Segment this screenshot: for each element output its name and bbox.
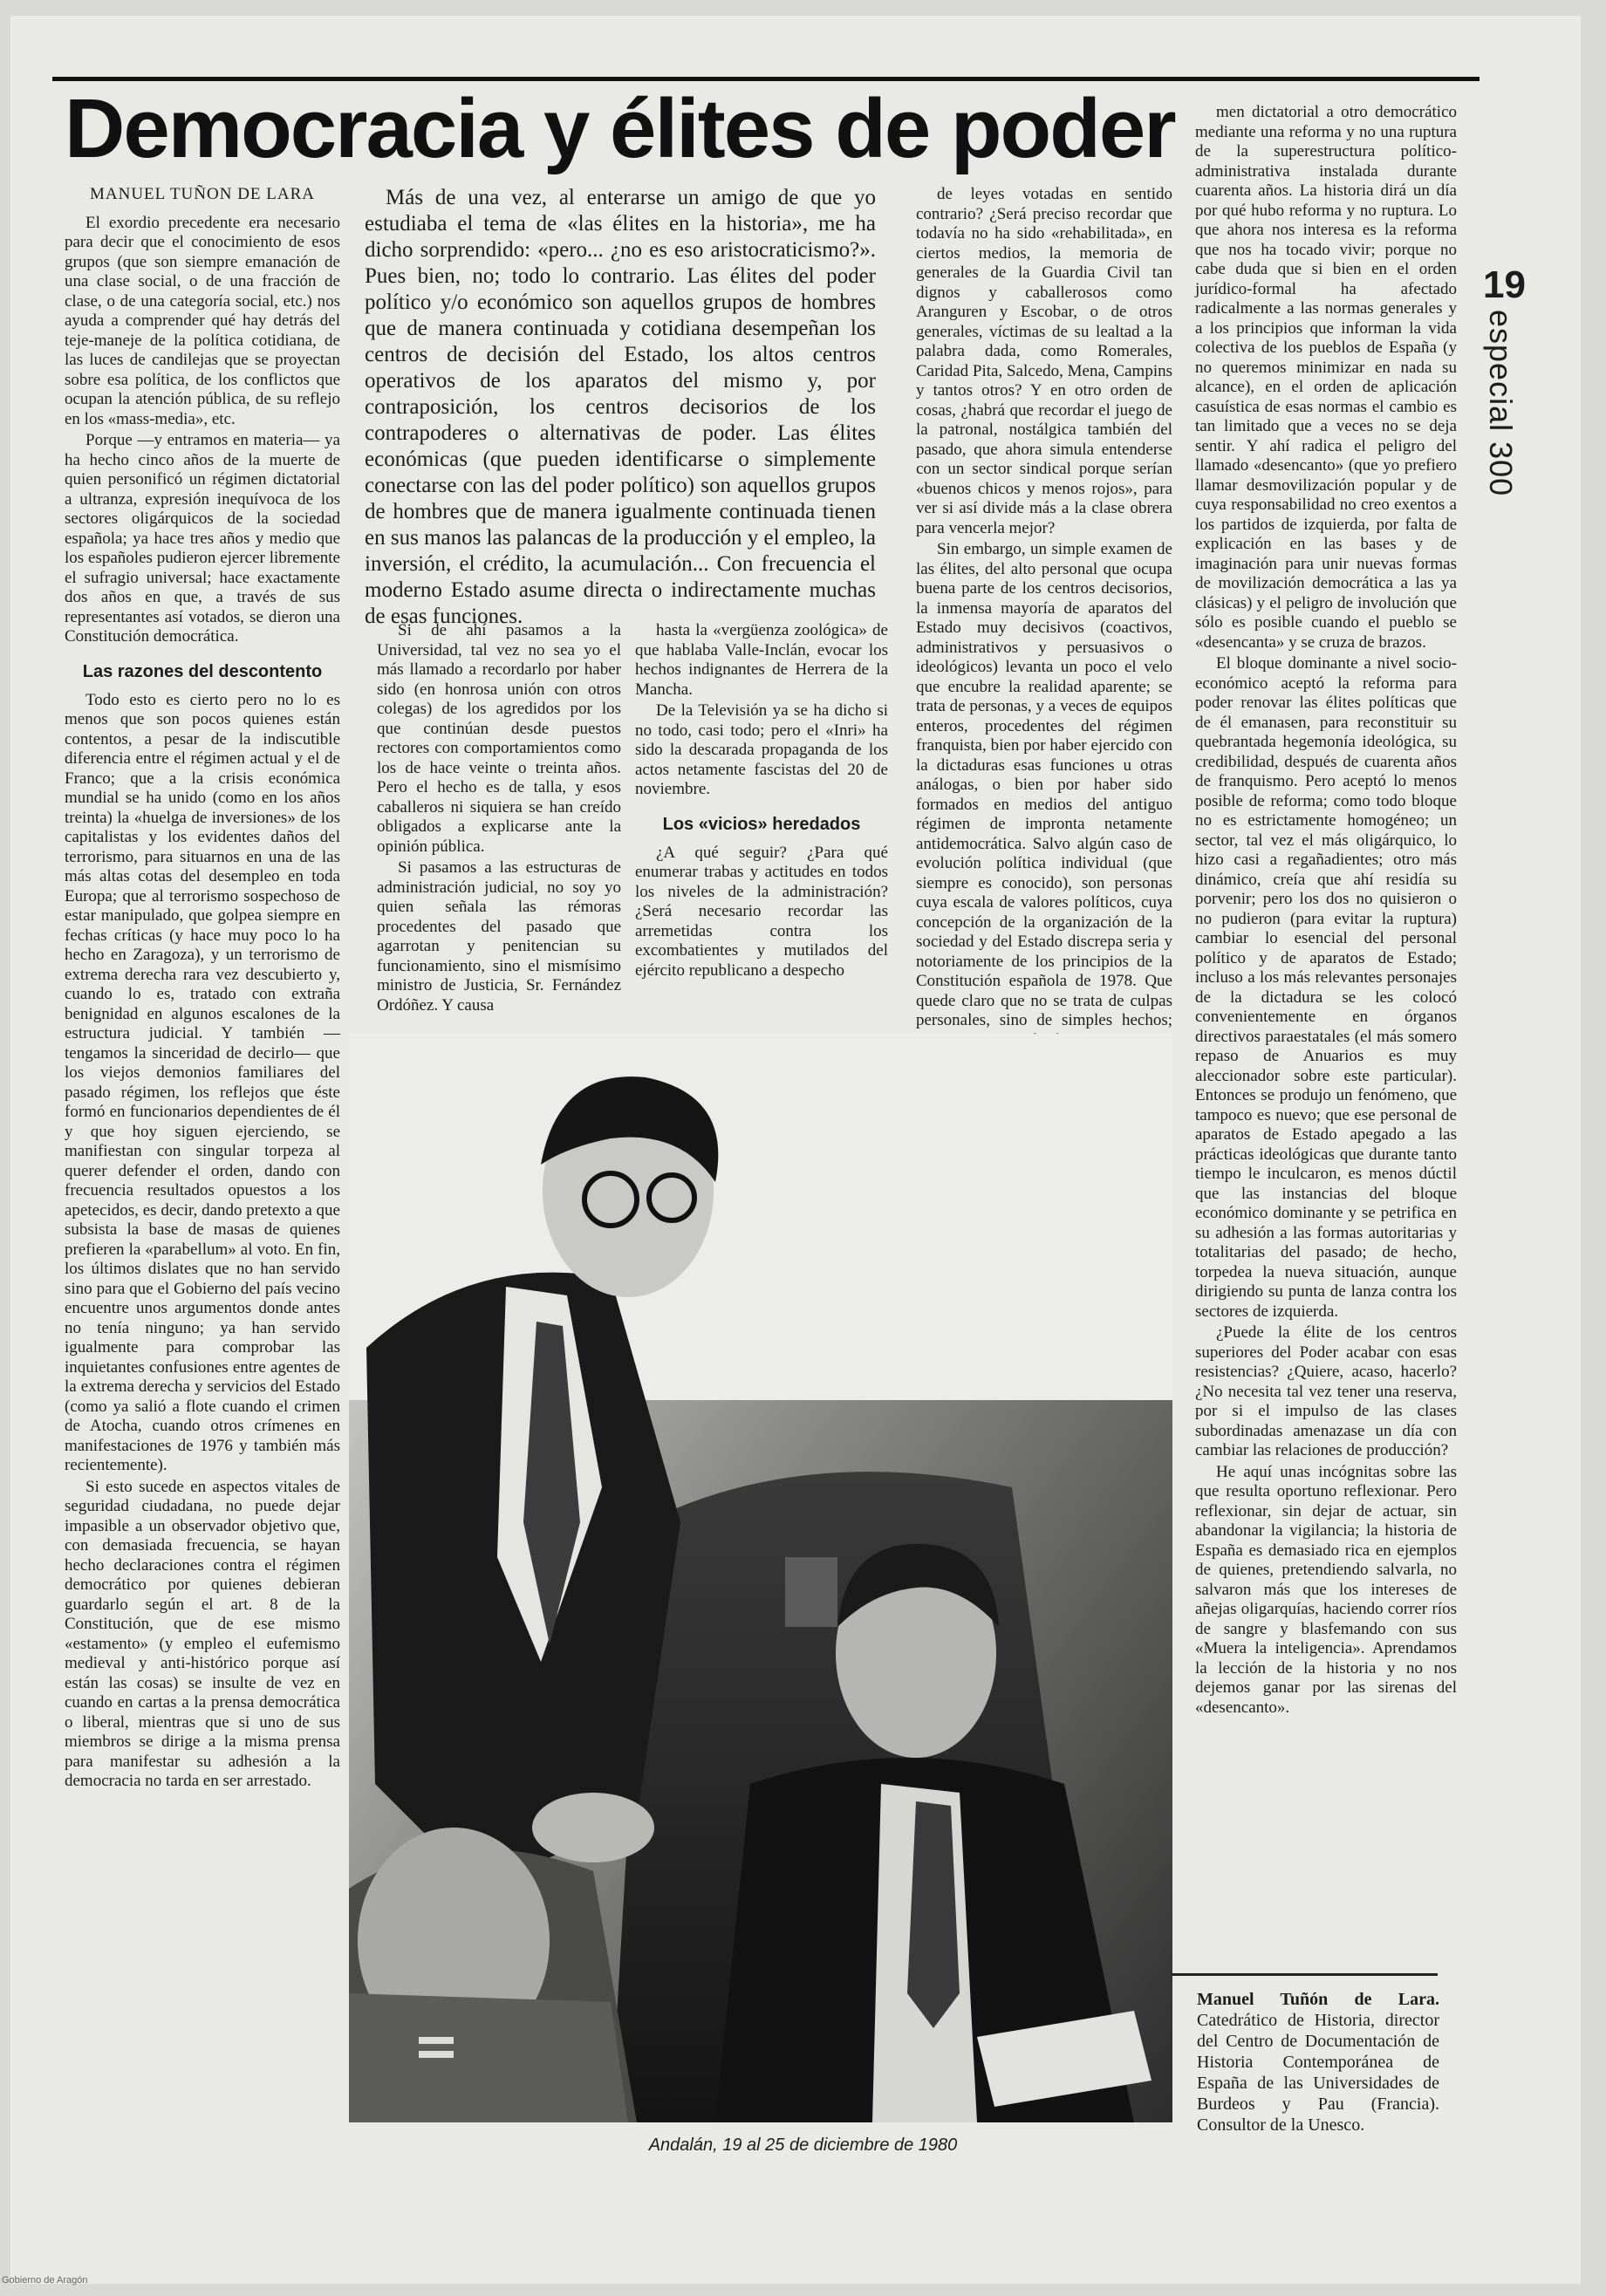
photo-illustration — [349, 1034, 1172, 2122]
paragraph: men dictatorial a otro democrático mediante una reforma y no una ruptura de la superestructura político-administrativa instalada durante cuarenta años. La historia dirá un día por qué hubo reforma y no ruptura. Lo que ahora nos interesa es la reforma que nos ha tocado vivir; porque no cabe duda que si bien en el orden jurídico-formal ha afectado radicalmente a las normas generales y a los principios que informan la vida colectiva de los pueblos de España (y no queremos minimizar en nada su alcance), en el orden de aplicación casuística de esas normas el cambio es tan limitado que a veces no se deja sentir. Y ahí radica el peligro del llamado «desencanto» (que yo prefiero llamar desmovilización popular y de cuya responsabilidad no creo exentos a los partidos de izquierda, por falta de explicación en las bases y de imaginación para unir nuevas formas de movilización democrática a las ya clásicas) y el peligro de involución que sólo es posible cuando el pueblo se «desencanta» y se cruza de brazos. — [1195, 103, 1457, 652]
paragraph: Porque —y entramos en materia— ya ha hecho cinco años de la muerte de quien personificó un régimen dictatorial a ultranza, expresión inequívoca de los sectores oligárquicos de la sociedad española; ya hace tres años y medio que los españoles pudieron ejercer libremente el sufragio universal; hace exactamente dos años en que, a través de sus representantes así votados, se dieron una Constitución democrática. — [65, 431, 340, 646]
paragraph: El bloque dominante a nivel socio-económico aceptó la reforma para poder renovar las élites políticas que de él emanasen, para reconstituir su quebrantada hegemonía ideológica, su credibilidad, después de cuarenta años de franquismo. Pero aceptó lo menos posible de reforma; como todo bloque no es estrictamente homogéneo; un sector, tal vez el más oligárquico, lo hizo casi a regañadientes; otro más dinámico, creía que ahí residía su porvenir; pero los dos no quisieron o no pudieron (para evitar la ruptura) cambiar lo esencial del personal político y de aparatos de Estado; incluso a los más relevantes personajes de la dictadura se les colocó convenientemente en órganos directivos paraestatales (el más somero repaso de Anuarios es muy aleccionador sobre este particular). Entonces se produjo un fenómeno, que tampoco es nuevo; que ese personal de aparatos de Estado apegado a las prácticas ideológicas que durante tanto tiempo le inculcaron, es menos dúctil que las instancias del bloque económico dominante y se petrifica en su adhesión a las formas autoritarias y totalitarias del pasado; de hecho, torpedea la nueva situación, aunque dirigiendo su punta de lanza contra los sectores de izquierda. — [1195, 654, 1457, 1321]
author-byline: MANUEL TUÑON DE LARA — [89, 185, 315, 203]
paragraph: Sin embargo, un simple examen de las élites, del alto personal que ocupa buena parte de los centros decisorios, la inmensa mayoría de aparatos del Estado muy decisivos (coactivos, administrativos y persuasivos o ideológicos) levanta un poco el velo que encubre la realidad aparente; se trata de personas, y a veces de equipos enteros, procedentes del régimen franquista, bien por haber ejercido con la dictaduras esas funciones u otras análogas, o bien por haber sido formados en medios del antiguo régimen de impronta netamente antidemocrática. Salvo algún caso de evolución política individual (que siempre es conocido), son personas cuya escala de valores políticos, cuya concepción de la organización de la sociedad y del Estado discrepa seria y notoriamente de los principios de la Constitución española de 1978. Que quede claro que no se trata de culpas personales, sino de simples hechos; — [916, 540, 1172, 1029]
paragraph: ¿A qué seguir? ¿Para qué enumerar trabas y actitudes en todos los niveles de la administración? ¿Será necesario recordar las arremetidas contra los excombatientes y mutilados del ejército republicano a despecho — [635, 843, 888, 980]
paragraph: Si esto sucede en aspectos vitales de seguridad ciudadana, no puede dejar impasible a un observador objetivo que, con demasiada frecuencia, se hayan hecho declaraciones contra el régimen democrático por quienes debieran guardarlo según el art. 8 de la Constitución, que de ese mismo «estamento» (y empleo el eufemismo medieval y anti-histórico porque así están las cosas) se insulte de vez en cuando en cartas a la prensa democrática o liberal, mientras que si uno de sus miembros se dirige a la misma prensa para manifestar su adhesión a la democracia no tarda en ser arrestado. — [65, 1477, 340, 1790]
paragraph: Si pasamos a las estructuras de administración judicial, no soy yo quien señala las rémoras procedentes del pasado que agarrotan y penitencian su funcionamiento, sino el mismísimo ministro de Justicia, Sr. Fernández Ordóñez. Y causa — [377, 858, 621, 1015]
bio-text: Catedrático de Historia, director del Centro de Documentación de Historia Contemporánea de España de las Universidades de Burdeos y Pau (Francia). Consultor de la Unesco. — [1197, 2011, 1439, 2135]
column-3 — [635, 621, 888, 982]
bio-rule — [1172, 1973, 1438, 1976]
paragraph: de leyes votadas en sentido contrario? ¿Será preciso recordar que todavía no ha sido «rehabilitada», en ciertos medios, la memoria de generales de la Guardia Civil tan dignos y caballerosos como Aranguren y Escobar, o de otros generales, víctimas de su lealtad a la palabra dada, como Romerales, Caridad Pita, Salcedo, Mena, Campins y tantos otros? Y en otro orden de cosas, ¿habrá que recordar el juego de la patronal, nostálgica también del pasado, que ahora simula entenderse con un sector sindical porque serían «buenos chicos y menos rojos», para ver si así divide más a la clase obrera para vencerla mejor? — [916, 185, 1172, 537]
column-2 — [377, 621, 621, 1017]
col2-body — [377, 621, 621, 1015]
lead-paragraph — [365, 185, 876, 630]
subhead-vicios: Los «vicios» heredados — [662, 814, 861, 834]
paragraph: Todo esto es cierto pero no lo es menos que son pocos quienes están contentos, a pesar de la indiscutible diferencia entre el régimen actual y el de Franco; que a la crisis económica mundial se ha unido (como en los años treinta) la «huelga de inversiones» de los capitalistas y los evidentes daños del terrorismo, para situarnos en una de las más altas cotas del desempleo en toda Europa; que al terrorismo sospechoso de estar manipulado, que golpea siempre en fechas críticas (y hace muy poco lo ha hecho en Zaragoza), y un terrorismo de extrema derecha rara vez descubierto y, cuando lo es, tratado con extraña benignidad en algunos escalones de la estructura judicial. Y también —tengamos la sinceridad de decirlo— que los viejos demonios familiares del pasado régimen, los reflejos que éste formó en funcionarios dependientes de él y que hoy siguen ejerciendo, se manifiestan con singular torpeza al querer defender el orden, dando con frecuencia resultados opuestos a los apetecidos, es decir, dando pretexto a que subsista la base de masas de quienes prefieren la «parabellum» al voto. En fin, los últimos dislates que no han servido sino para que el Gobierno del país vecino encuentre unos argumentos donde antes no tenía ninguno; ya han servido igualmente para comprobar las inquietantes confusiones entre agentes de la extrema derecha y servicios del Estado (como ya salió a flote cuando el crimen de Atocha, cuando otros crímenes en manifestaciones de 1976 y también más recientemente). — [65, 690, 340, 1474]
article-photo — [349, 1034, 1172, 2122]
col1-body — [65, 214, 340, 647]
col5-body — [1195, 103, 1457, 1718]
subhead-razones: Las razones del descontento — [82, 661, 323, 681]
paragraph: He aquí unas incógnitas sobre las que resulta oportuno reflexionar. Pero reflexionar, sin dejar de actuar, sin abandonar la vigilancia; la historia de España es demasiado rica en ejemplos de quienes, pretendiendo salvarla, no salvaron más que los intereses de añejas oligarquías, haciendo correr ríos de sangre y blasfemando con sus «Muera la inteligencia». Aprendamos la lección de la historia y no nos dejemos ganar por las sirenas del «desencanto». — [1195, 1462, 1457, 1717]
archive-watermark: Gobierno de Aragón — [2, 2275, 88, 2286]
article-headline: Democracia y élites de poder — [65, 82, 1175, 175]
bio-name: Manuel Tuñón de Lara. — [1197, 1990, 1439, 2009]
paragraph: El exordio precedente era necesario para decir que el conocimiento de esos grupos (que son siempre emanación de una clase social, o de una fracción de clase, o de una categoría social, etc.) nos ayuda a comprender qué hay detrás del teje-maneje de la política cotidiana, de las luces de candilejas que se proyectan sobre esa política, de los conflictos que ocupan la atención pública, de su reflejo en los «mass-media», etc. — [65, 213, 340, 428]
paragraph: De la Televisión ya se ha dicho si no todo, casi todo; pero el «Inri» ha sido la descarada propaganda de los actos netamente fascistas del 20 de noviembre. — [635, 701, 888, 798]
lead-text: Más de una vez, al enterarse un amigo de que yo estudiaba el tema de «las élites en la historia», me ha dicho sorprendido: «pero... ¿no es eso aristocraticismo?». Pues bien, no; todo lo contrario. Las élites del poder político y/o económico son aquellos grupos de hombres que de manera continuada y cotidiana desempeñan los centros de decisión del Estado, los altos centros operativos de los aparatos del mismo y, por contraposición, los centros decisorios de los contrapoderes o alternativas de poder. Las élites económicas (que pueden identificarse o simplemente conectarse con las del poder político) son aquellos grupos de hombres que de manera igualmente continuada tienen en sus manos las palancas de la producción y el empleo, la inversión, el crédito, la acumulación... Con frecuencia el moderno Estado asume directa o indirectamente muchas de esas funciones. — [365, 186, 876, 628]
paragraph: Si de ahí pasamos a la Universidad, tal vez no sea yo el más llamado a recordarlo por haber sido (en honrosa unión con otros colegas) de los agredidos por los que continúan desde puestos rectores con comportamientos como los de hace veinte o treinta años. Pero el hecho es de talla, y esos caballeros ni siquiera se han creído obligados a explicarse ante la opinión pública. — [377, 621, 621, 856]
author-bio — [1197, 1989, 1439, 2135]
column-5 — [1195, 103, 1457, 1719]
page-footer: Andalán, 19 al 25 de diciembre de 1980 — [648, 2135, 958, 2155]
top-rule — [52, 77, 1480, 81]
col1-body-2 — [65, 691, 340, 1792]
page-number: 19 — [1483, 263, 1526, 306]
section-label: especial 300 — [1483, 310, 1519, 497]
column-1 — [65, 185, 340, 1794]
paragraph: hasta la «vergüenza zoológica» de que hablaba Valle-Inclán, evocar los hechos indignantes de Herrera de la Mancha. — [635, 621, 888, 699]
col3-body-2 — [635, 844, 888, 981]
col3-body — [635, 621, 888, 800]
paragraph: ¿Puede la élite de los centros superiores del Poder acabar con esas resistencias? ¿Quiere, acaso, hacerlo? ¿No necesita tal vez tener una reserva, por si el impulso de las clases subordinadas amenazase un día con cambiar las relaciones de producción? — [1195, 1323, 1457, 1459]
